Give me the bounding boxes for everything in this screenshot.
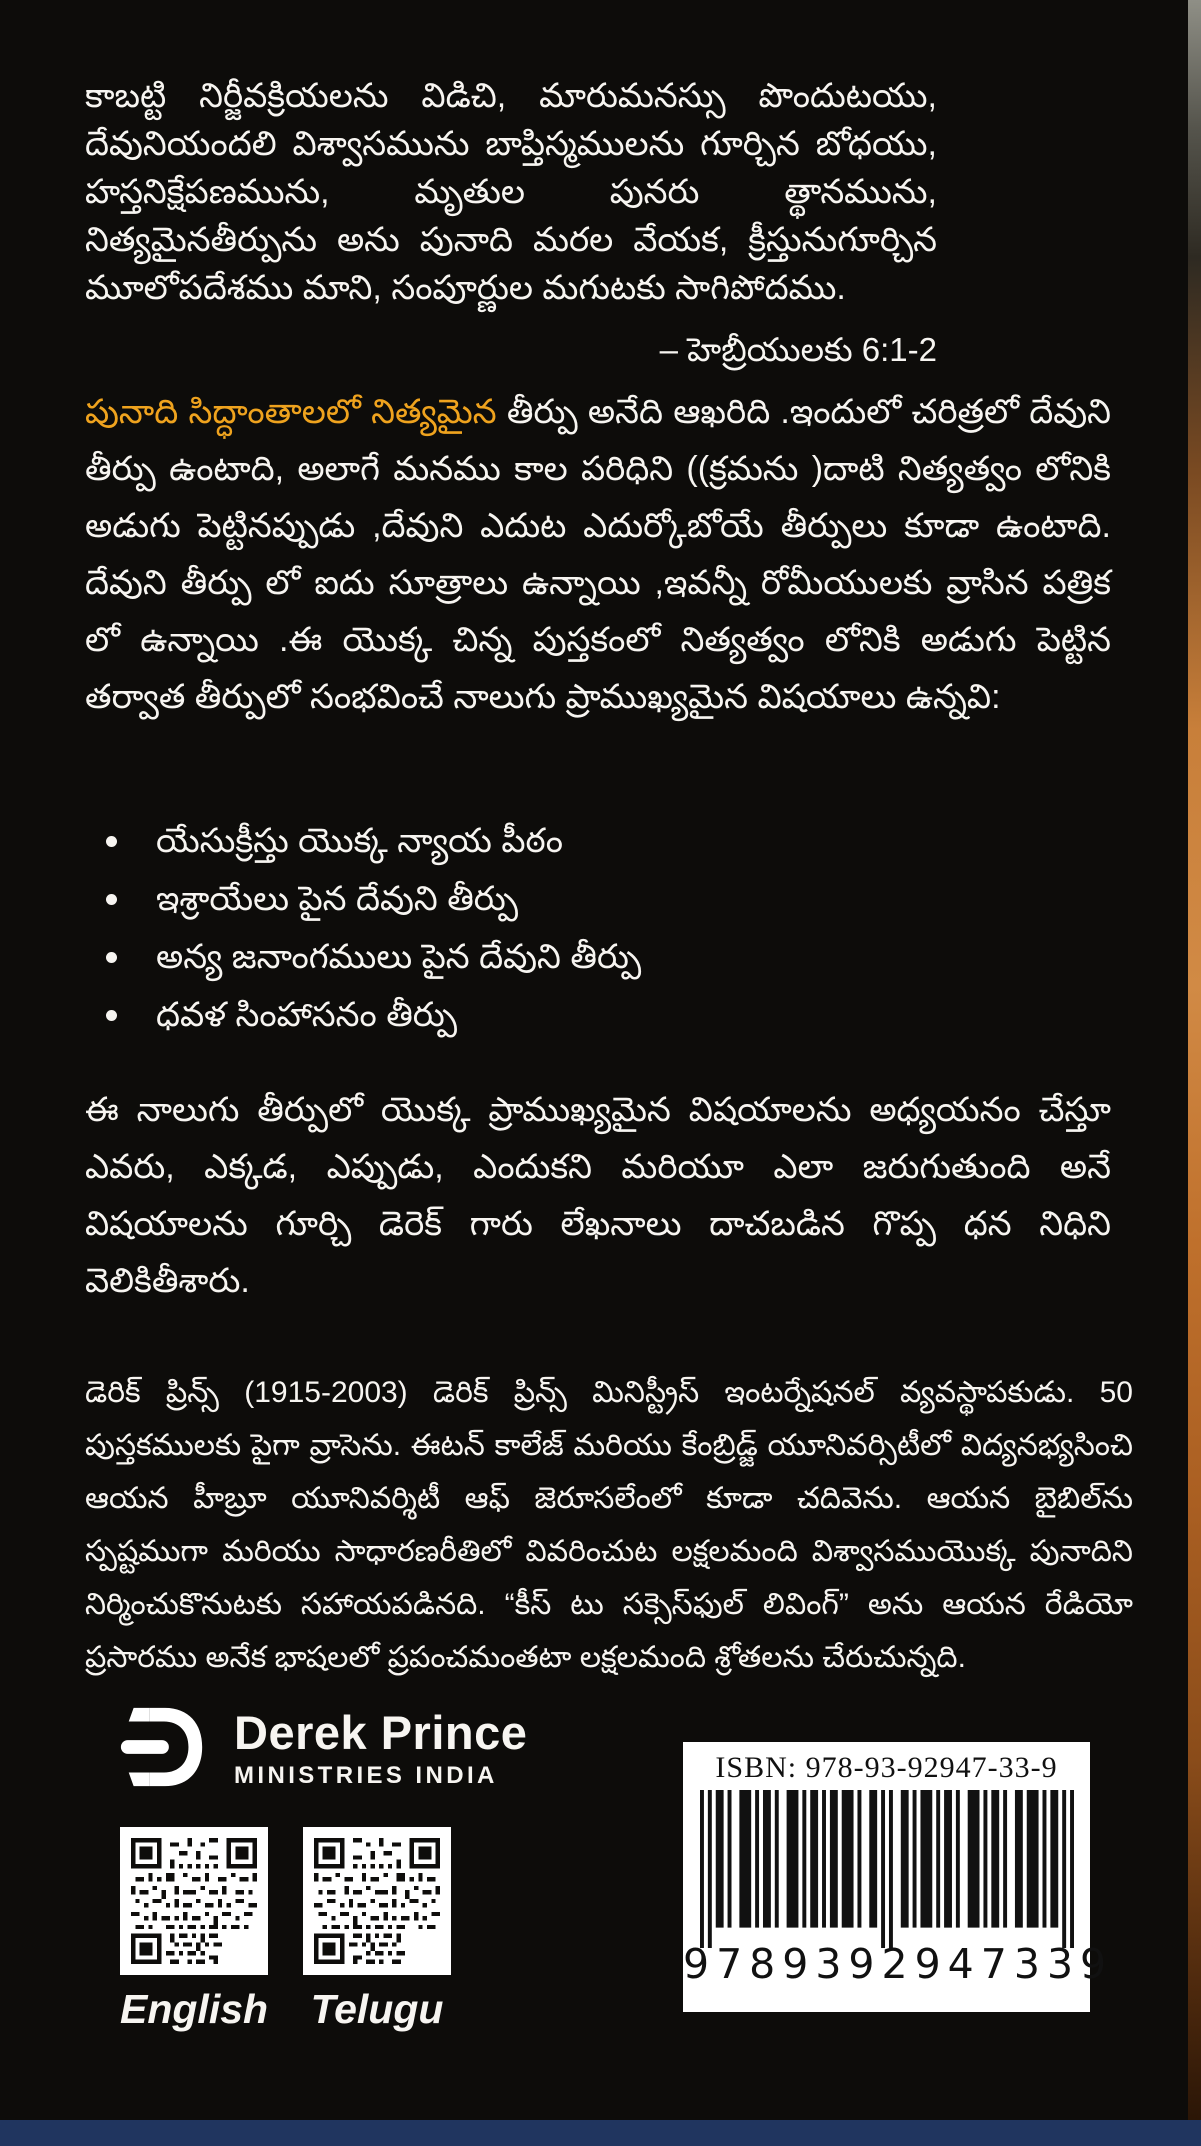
barcode-number: 9789392947339 (683, 1940, 1114, 1988)
summary-paragraph: ఈ నాలుగు తీర్పులో యొక్క ప్రాముఖ్యమైన విషయాలను అధ్యయనం చేస్తూ ఎవరు, ఎక్కడ, ఎప్పుడు, ఎందుకని మరియూ ఎలా జరుగుతుంది అనే విషయాలను గూర్చి డెరెక్ గారు లేఖనాలు దాచబడిన గొప్ప ధన నిధిని వెలికితీశారు. (85, 1091, 1111, 1300)
qr-code-english (120, 1827, 268, 1975)
qr-code-telugu (303, 1827, 451, 1975)
intro-body-text: తీర్పు అనేది ఆఖరిది .ఇందులో చరిత్రలో దేవుని తీర్పు ఉంటాది, అలాగే మనము కాల పరిధిని ((క్రమను )దాటి నిత్యత్వం లోనికి అడుగు పెట్టినప్పుడు ,దేవుని ఎదుట ఎదుర్కోబోయే తీర్పులు కూడా ఉంటాది. దేవుని తీర్పు లో ఐదు సూత్రాలు ఉన్నాయి ,ఇవన్నీ రోమీయులకు వ్రాసిన పత్రిక లో ఉన్నాయి .ఈ యొక్క చిన్న పుస్తకంలో నిత్యత్వం లోనికి అడుగు పెట్టిన తర్వాత తీర్పులో సంభవించే నాలుగు ప్రాముఖ్యమైన విషయాలు ఉన్నవి: (85, 393, 1111, 716)
cover-right-edge-strip (1188, 0, 1201, 2146)
list-item: యేసుక్రీస్తు యొక్క న్యాయ పీఠం (96, 812, 1096, 870)
qr-label-telugu: Telugu (310, 1986, 444, 2032)
barcode-icon (700, 1790, 1074, 1948)
isbn-barcode-block (683, 1742, 1114, 2012)
list-item: ఇశ్రాయేలు పైన దేవుని తీర్పు (96, 870, 1096, 928)
publisher-logo (116, 1700, 527, 1799)
cover-bottom-bar (0, 2120, 1201, 2146)
intro-highlight-text: పునాది సిద్ధాంతాలలో నిత్యమైన (85, 393, 497, 431)
scripture-text: కాబట్టి నిర్జీవక్రియలను విడిచి, మారుమనస్సు పొందుటయు, దేవునియందలి విశ్వాసమును బాప్తిస్మములను గూర్చిన బోధయు, హస్తనిక్షేపణమును, మృతుల పునరు త్థానమును, నిత్యమైనతీర్పును అను పునాది మరల వేయక, క్రీస్తునుగూర్చిన మూలోపదేశము మాని, సంపూర్ణుల మగుటకు సాగిపోదము. (85, 77, 937, 307)
publisher-subtitle: MINISTRIES INDIA (234, 1761, 498, 1789)
scripture-citation: – హెబ్రీయులకు 6:1-2 (659, 331, 937, 368)
qr-code-icon (131, 1838, 257, 1964)
publisher-name: Derek Prince (234, 1706, 528, 1760)
derek-prince-d-logo-icon (116, 1700, 210, 1799)
qr-code-icon (314, 1838, 440, 1964)
publisher-logo-text (234, 1706, 528, 1790)
intro-paragraph (85, 384, 1111, 726)
author-bio-paragraph: డెరిక్ ప్రిన్స్ (1915-2003) డెరిక్ ప్రిన్స్ మినిస్ట్రీస్ ఇంటర్నేషనల్ వ్యవస్థాపకుడు. 50 పుస్తకములకు పైగా వ్రాసెను. ఈటన్ కాలేజ్ మరియు కేంబ్రిడ్జ్ యూనివర్సిటీలో విద్యనభ్యసించి ఆయన హీబ్రూ యూనివర్శిటీ ఆఫ్ జెరూసలేంలో కూడా చదివెను. ఆయన బైబిల్‌ను స్పష్టముగా మరియు సాధారణరీతిలో వివరించుట లక్షలమంది విశ్వాసముయొక్క పునాదిని నిర్మించుకొనుటకు సహాయపడినది. “కీస్ టు సక్సెస్‌ఫుల్ లివింగ్” అను ఆయన రేడియో ప్రసారము అనేక భాషలలో ప్రపంచమంతటా లక్షలమంది శ్రోతలను చేరుచున్నది. (85, 1376, 1133, 1674)
judgment-topics-list (96, 812, 1096, 1044)
qr-label-english: English (120, 1986, 269, 2032)
scripture-quote (85, 72, 937, 374)
isbn-label: ISBN: 978-93-92947-33-9 (715, 1751, 1058, 1784)
list-item: అన్య జనాంగములు పైన దేవుని తీర్పు (96, 928, 1096, 986)
list-item: ధవళ సింహాసనం తీర్పు (96, 986, 1096, 1044)
